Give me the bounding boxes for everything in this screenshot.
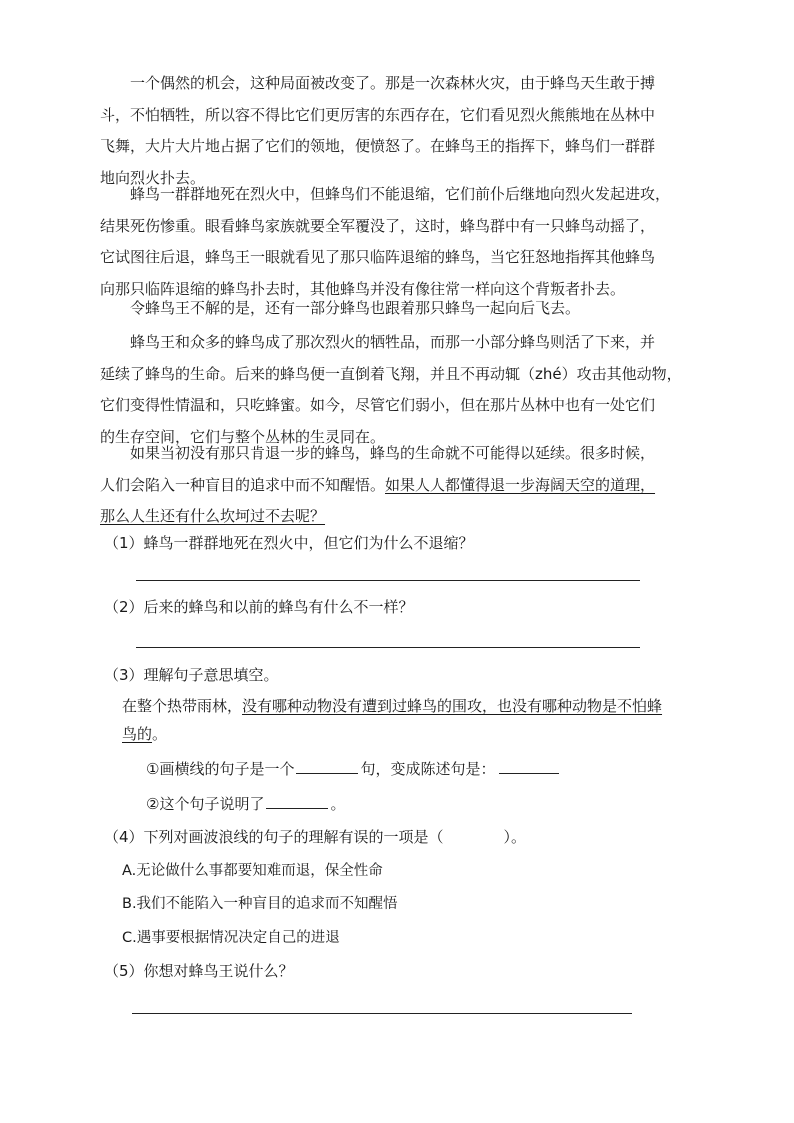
question-3: （3）理解句子意思填空。 [104,666,279,684]
text-line: 它试图往后退，蜂鸟王一眼就看见了那只临阵退缩的蜂鸟，当它狂怒地指挥其他蜂鸟 [100,248,656,266]
text-line: 它们变得性情温和，只吃蜂蜜。如今，尽管它们弱小，但在那片丛林中也有一处它们 [100,396,656,414]
blank-sentence-type[interactable] [296,758,358,774]
text-line: 如果当初没有那只肯退一步的蜂鸟，蜂鸟的生命就不可能得以延续。很多时候， [130,444,656,462]
passage-paragraph-4 [100,327,696,453]
text-line: 蜂鸟王和众多的蜂鸟成了那次烈火的牺牲品，而那一小部分蜂鸟则活了下来，并 [130,333,656,351]
sub-text: ①画横线的句子是一个 [146,760,295,778]
option-c[interactable]: C.遇事要根据情况决定自己的进退 [122,930,340,946]
sub-text: 。 [330,795,346,813]
option-b[interactable]: B.我们不能陷入一种盲目的追求而不知醒悟 [122,896,398,912]
passage-paragraph-5 [100,438,696,533]
text-line [100,501,696,533]
marked-sentence: 那么人生还有什么坎坷过不去呢？ [100,507,326,525]
question-4: （4）下列对画波浪线的句子的理解有误的一项是（ ）。 [104,828,527,846]
question-5: （5）你想对蜂鸟王说什么？ [104,962,294,980]
blank-declarative[interactable] [499,758,559,774]
text-line: 延续了蜂鸟的生命。后来的蜂鸟便一直倒着飞翔，并且不再动辄（zhé）攻击其他动物， [100,364,682,383]
text-line: 地向烈火扑去。 [100,168,206,187]
marked-sentence: 如果人人都懂得退一步海阔天空的道理， [385,475,656,494]
text-line: 向那只临阵退缩的蜂鸟扑去时，其他蜂鸟并没有像往常一样向这个背叛者扑去。 [100,279,626,298]
passage-paragraph-3 [100,293,696,325]
text-line: 结果死伤惨重。眼看蜂鸟家族就要全军覆没了，这时，蜂鸟群中有一只蜂鸟动摇了， [100,216,656,235]
answer-line-2[interactable] [136,647,640,648]
sub-text: ②这个句子说明了 [146,795,265,813]
text-line: 蜂鸟一群群地死在烈火中，但蜂鸟们不能退缩，它们前仆后继地向烈火发起进攻， [130,185,671,203]
blank-explanation[interactable] [266,793,328,809]
q3-sub-1 [146,758,559,780]
plain-text: 人们会陷入一种盲目的追求中而不知醒悟。 [100,475,386,494]
plain-text: 。 [152,725,168,743]
underlined-sentence: 鸟的 [122,725,153,743]
underlined-sentence: 没有哪种动物没有遭到过蜂鸟的围攻，也没有哪种动物是不怕蜂 [242,697,663,715]
question-1: （1）蜂鸟一群群地死在烈火中，但它们为什么不退缩？ [104,534,474,552]
answer-line-5[interactable] [132,1013,632,1014]
answer-line-1[interactable] [136,580,640,581]
text-line [100,470,696,502]
text-line: 飞舞，大片大片地占据了它们的领地，便愤怒了。在蜂鸟王的指挥下，蜂鸟们一群群 [100,137,656,155]
plain-text: 在整个热带雨林， [122,697,243,715]
question-2: （2）后来的蜂鸟和以前的蜂鸟有什么不一样？ [104,598,414,616]
passage-paragraph-1 [100,68,696,194]
option-a[interactable]: A.无论做什么事都要知难而退，保全性命 [122,863,383,879]
q3-sub-2 [146,793,345,815]
text-line: 斗，不怕牺牲，所以容不得比它们更厉害的东西存在，它们看见烈火熊熊地在丛林中 [100,105,656,124]
text-line: 令蜂鸟王不解的是，还有一部分蜂鸟也跟着那只蜂鸟一起向后飞去。 [130,299,581,317]
sub-text: 句，变成陈述句是： [360,760,496,778]
text-line [122,692,702,720]
passage-paragraph-2 [100,179,696,305]
text-line: 一个偶然的机会，这种局面被改变了。那是一次森林火灾，由于蜂鸟天生敢于搏 [130,74,656,92]
text-line [122,720,702,748]
q3-sentence [122,692,702,748]
text-line: 的生存空间，它们与整个丛林的生灵同在。 [100,427,386,446]
